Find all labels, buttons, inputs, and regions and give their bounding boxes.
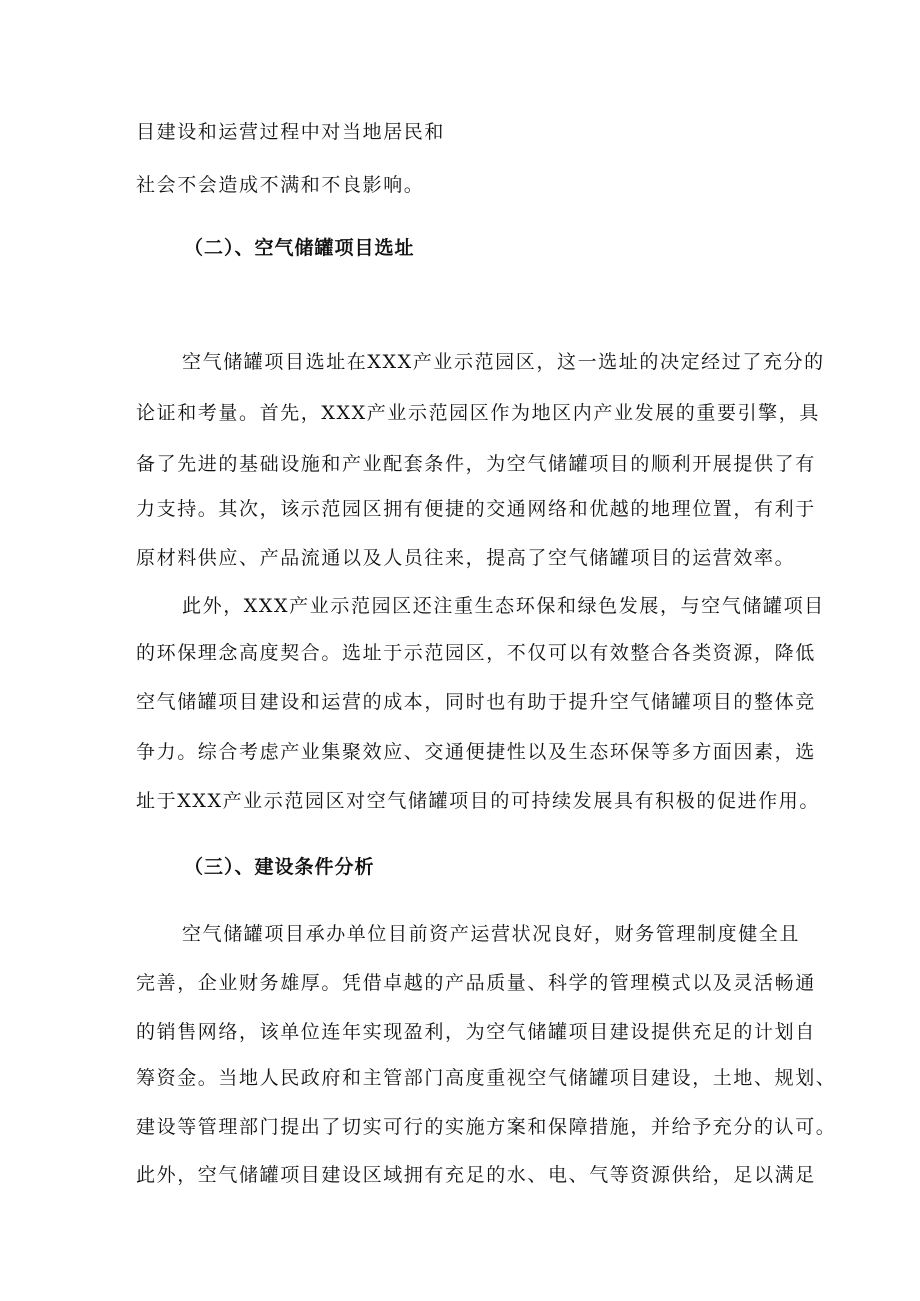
paragraph-line: 空气储罐项目承办单位目前资产运营状况良好，财务管理制度健全且	[182, 923, 801, 945]
paragraph-line: 争力。综合考虑产业集聚效应、交通便捷性以及生态环保等多方面因素，选	[136, 741, 816, 763]
text-line: 社会不会造成不满和不良影响。	[136, 174, 425, 196]
section-heading: （二）、空气储罐项目选址	[184, 237, 415, 259]
paragraph-line: 备了先进的基础设施和产业配套条件，为空气储罐项目的顺利开展提供了有	[136, 453, 816, 475]
paragraph-line: 址于XXX产业示范园区对空气储罐项目的可持续发展具有积极的促进作用。	[136, 790, 820, 812]
paragraph-line: 的环保理念高度契合。选址于示范园区，不仅可以有效整合各类资源，降低	[136, 642, 816, 664]
paragraph-line: 的销售网络，该单位连年实现盈利，为空气储罐项目建设提供充足的计划自	[136, 1021, 816, 1043]
paragraph-line: 空气储罐项目选址在XXX产业示范园区，这一选址的决定经过了充分的	[182, 351, 825, 373]
paragraph-line: 此外，空气储罐项目建设区域拥有充足的水、电、气等资源供给，足以满足	[136, 1164, 816, 1186]
paragraph-line: 此外，XXX产业示范园区还注重生态环保和绿色发展，与空气储罐项目	[182, 595, 825, 617]
paragraph-line: 论证和考量。首先，XXX产业示范园区作为地区内产业发展的重要引擎，具	[136, 402, 820, 424]
paragraph-line: 力支持。其次，该示范园区拥有便捷的交通网络和优越的地理位置，有利于	[136, 498, 816, 520]
paragraph-line: 原材料供应、产品流通以及人员往来，提高了空气储罐项目的运营效率。	[136, 547, 796, 569]
text-line: 目建设和运营过程中对当地居民和	[136, 121, 446, 143]
section-heading: （三）、建设条件分析	[184, 856, 375, 878]
paragraph-line: 筹资金。当地人民政府和主管部门高度重视空气储罐项目建设，土地、规划、	[136, 1067, 837, 1089]
paragraph-line: 完善，企业财务雄厚。凭借卓越的产品质量、科学的管理模式以及灵活畅通	[136, 972, 816, 994]
paragraph-line: 建设等管理部门提出了切实可行的实施方案和保障措施，并给予充分的认可。	[136, 1116, 837, 1138]
paragraph-line: 空气储罐项目建设和运营的成本，同时也有助于提升空气储罐项目的整体竞	[136, 691, 816, 713]
